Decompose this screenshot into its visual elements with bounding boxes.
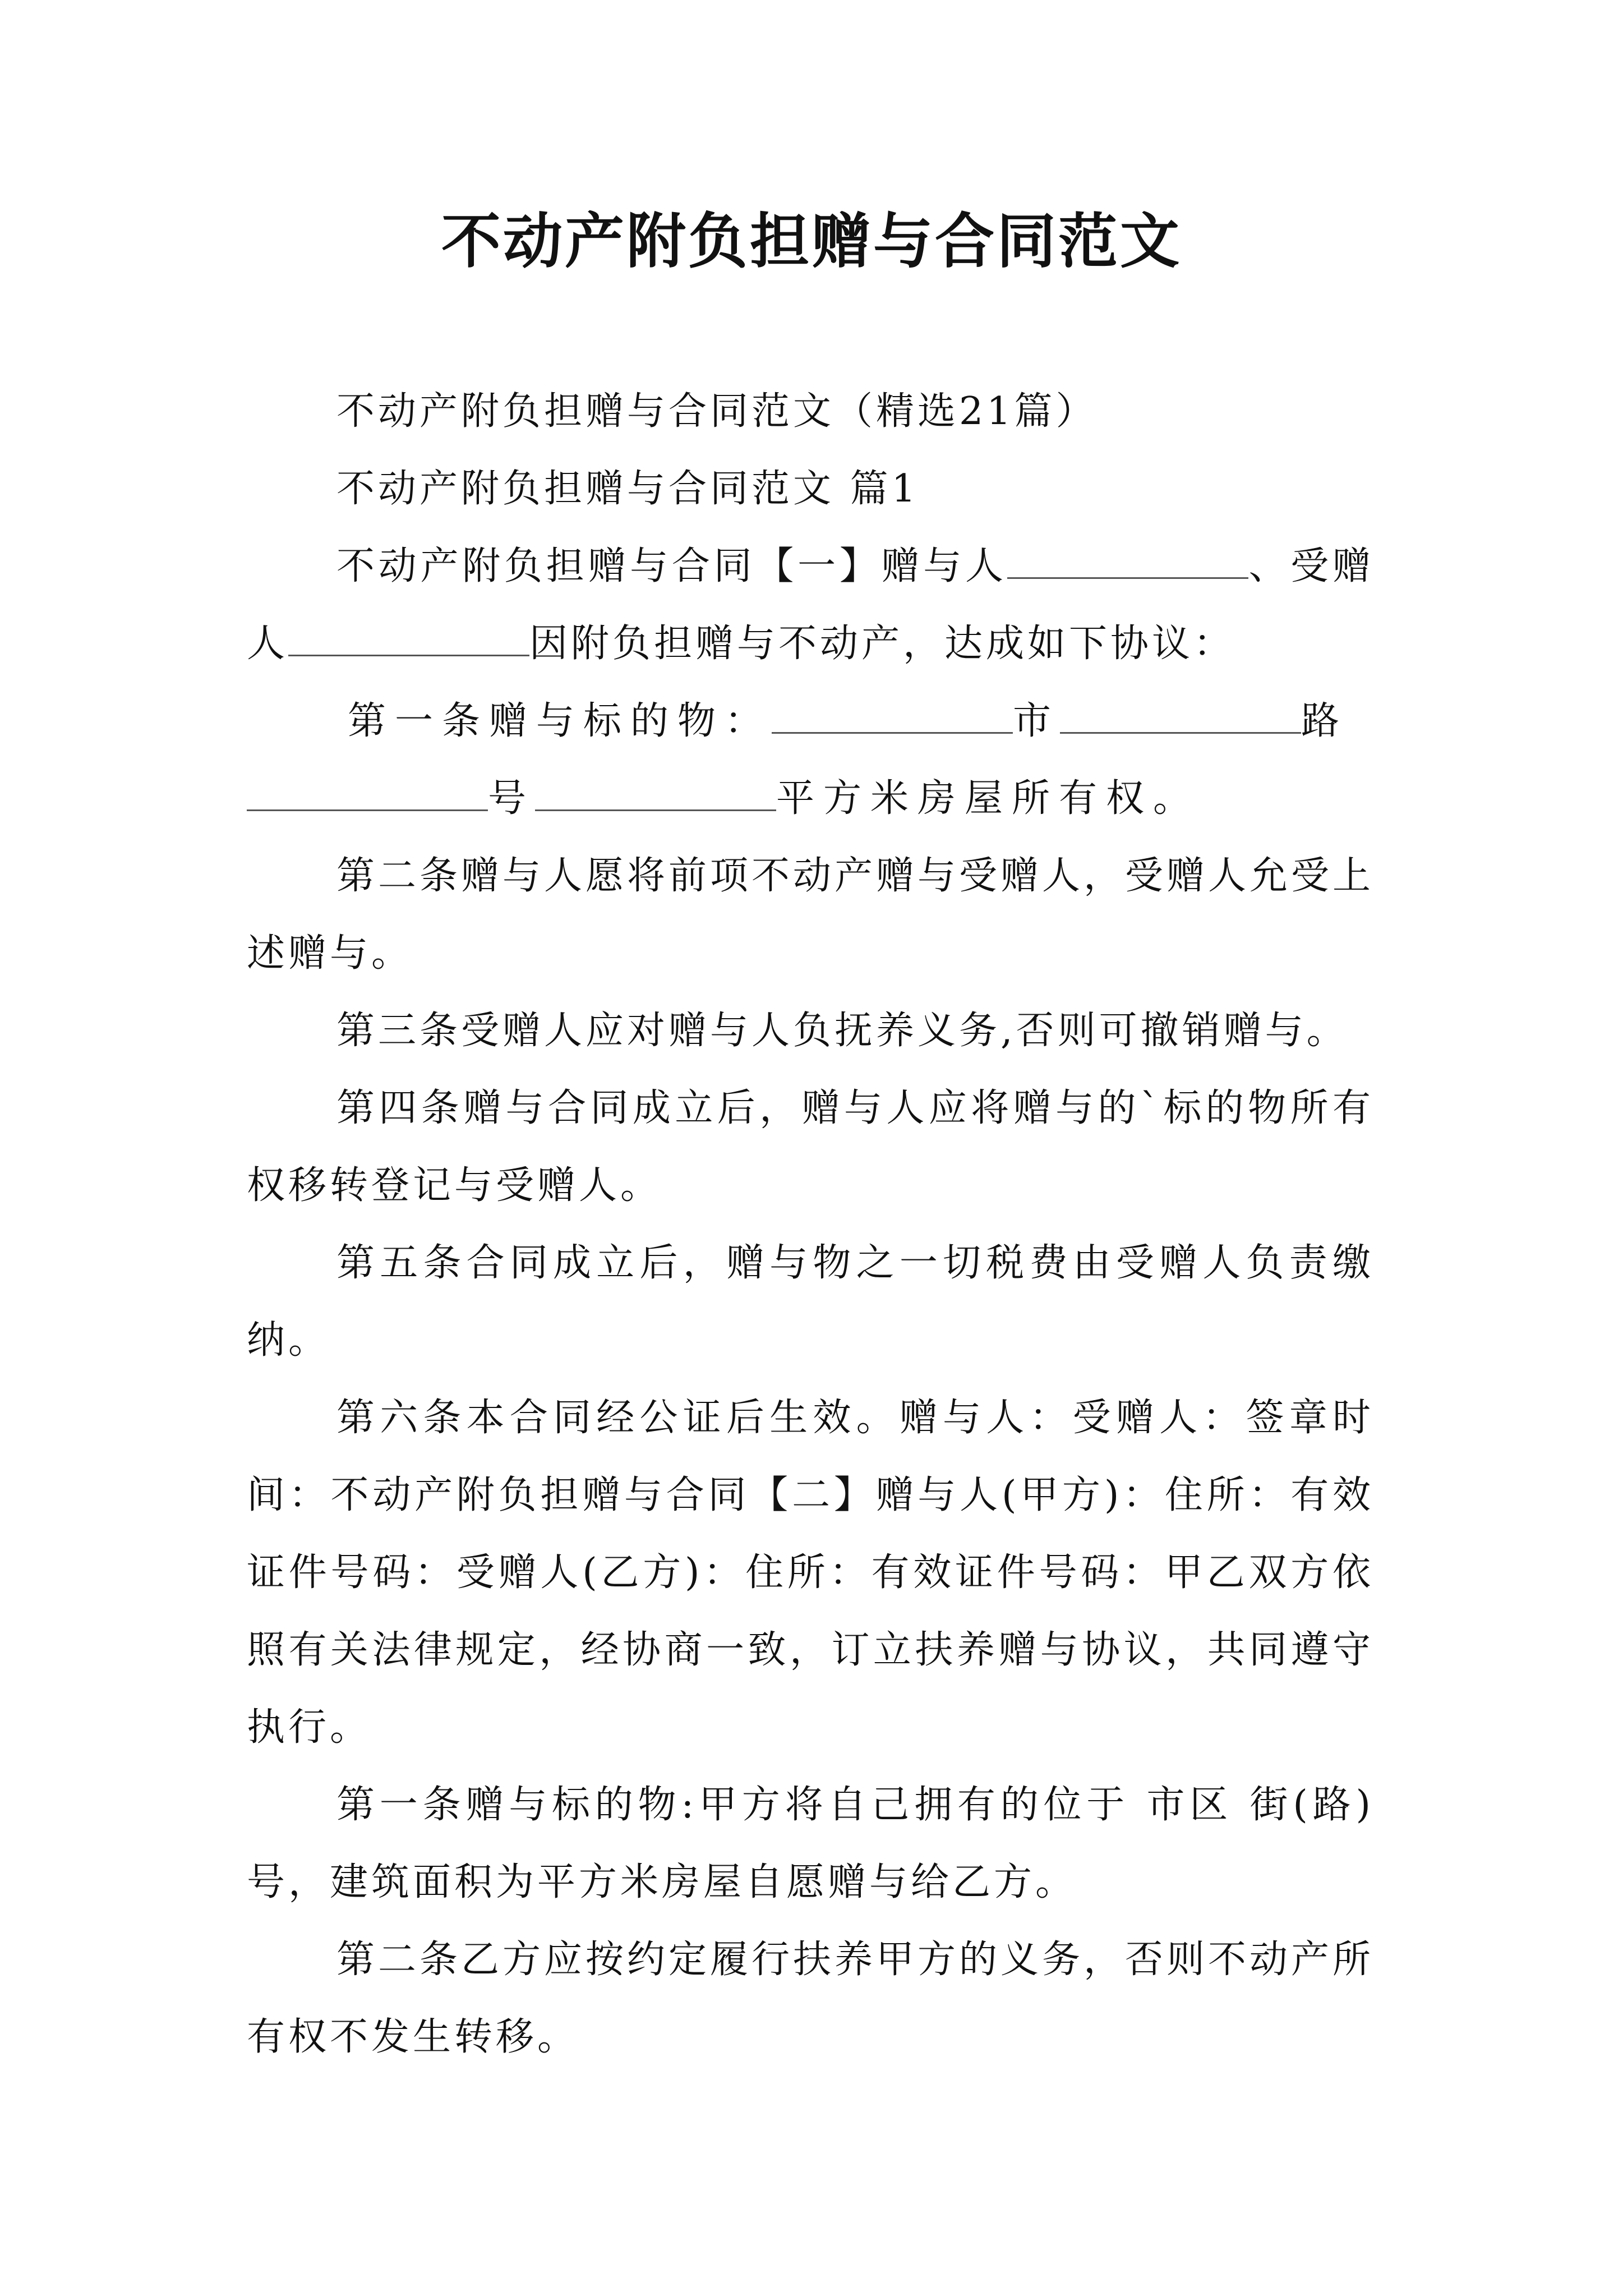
donor-name-blank [1007, 545, 1248, 579]
paragraph-section-heading: 不动产附负担赠与合同范文 篇1 [336, 467, 919, 511]
area-blank [535, 777, 776, 811]
paragraph-article-four: 第四条赠与合同成立后，赠与人应将赠与的`标的物所有权移转登记与受赠人。 [247, 1086, 1374, 1208]
paragraph-contract-one-intro [247, 528, 1374, 683]
paragraph-contract-two-article-one: 第一条赠与标的物:甲方将自己拥有的位于 市区 街(路)号，建筑面积为平方米房屋自愿赠与给乙方。 [247, 1783, 1374, 1904]
paragraph-article-two: 第二条赠与人愿将前项不动产赠与受赠人，受赠人允受上述赠与。 [247, 854, 1375, 976]
paragraph-article-six: 第六条本合同经公证后生效。赠与人：受赠人：签章时间：不动产附负担赠与合同【二】赠与人(甲方)：住所：有效证件号码：受赠人(乙方)：住所：有效证件号码：甲乙双方依照有关法律规定，经协商一致，订立扶养赠与协议，共同遵守执行。 [247, 1396, 1374, 1750]
intro-text-part-3: 因附负担赠与不动产，达成如下协议： [529, 622, 1235, 666]
donee-name-blank [288, 622, 529, 656]
paragraph-contract-two-article-two: 第二条乙方应按约定履行扶养甲方的义务，否则不动产所有权不发生转移。 [247, 1938, 1375, 2059]
paragraph-article-five: 第五条合同成立后，赠与物之一切税费由受赠人负责缴纳。 [247, 1241, 1374, 1363]
city-blank [772, 700, 1013, 734]
road-blank [1060, 700, 1301, 734]
page-title: 不动产附负担赠与合同范文 [441, 206, 1182, 276]
number-blank [247, 777, 488, 811]
paragraph-article-one [247, 683, 1374, 838]
city-label: 市 [1013, 699, 1061, 743]
number-label: 号 [488, 776, 536, 821]
article-one-label: 第一条赠与标的物： [348, 699, 772, 743]
intro-text-part-1: 不动产附负担赠与合同【一】赠与人 [336, 544, 1007, 588]
paragraph-article-three: 第三条受赠人应对赠与人负抚养义务,否则可撤销赠与。 [336, 1009, 1348, 1053]
road-label: 路 [1301, 699, 1349, 743]
document-body [247, 373, 1374, 2076]
paragraph-subtitle: 不动产附负担赠与合同范文（精选21篇） [336, 389, 1098, 434]
area-label: 平方米房屋所有权。 [776, 776, 1201, 821]
intro-text-part-2: 、受赠人 [247, 544, 1374, 666]
